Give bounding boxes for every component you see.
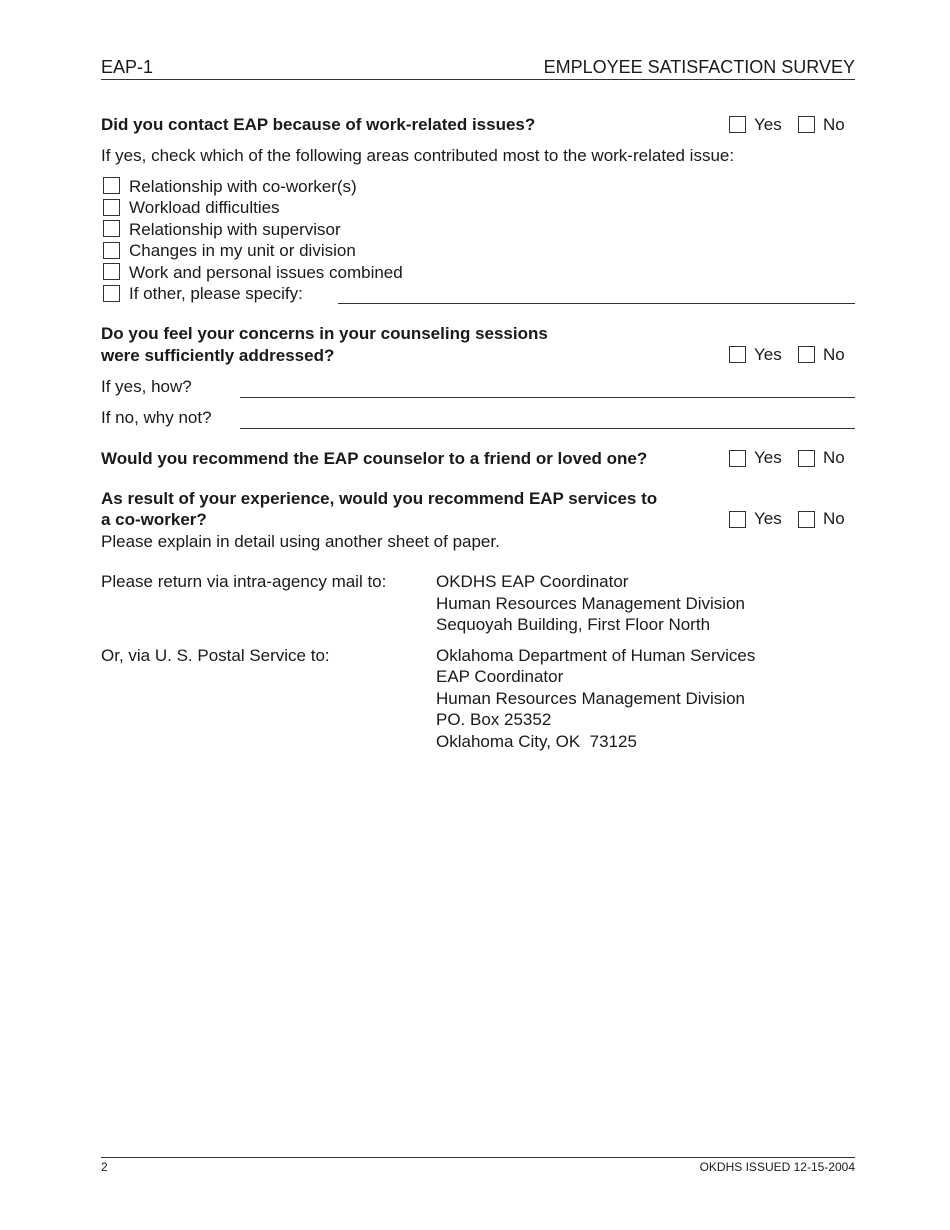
q4-question-line1: As result of your experience, would you recommend EAP services to (101, 489, 658, 508)
area-checkbox-changes[interactable] (103, 242, 120, 259)
q1-instruction: If yes, check which of the following areas contributed most to the work-related issue: (101, 146, 735, 165)
footer-divider (101, 1157, 855, 1158)
q1-no-checkbox[interactable] (798, 116, 815, 133)
q2-if-yes-line[interactable] (240, 397, 855, 398)
q2-if-yes-label: If yes, how? (101, 377, 192, 396)
postal-address-line: Oklahoma City, OK 73125 (436, 732, 637, 751)
form-title: EMPLOYEE SATISFACTION SURVEY (543, 57, 855, 77)
intra-address-line: Sequoyah Building, First Floor North (436, 615, 711, 634)
q2-if-no-line[interactable] (240, 428, 855, 429)
q4-question-line2: a co-worker? (101, 510, 207, 529)
q4-yes-label: Yes (754, 509, 782, 528)
intra-agency-label: Please return via intra-agency mail to: (101, 572, 387, 591)
q2-if-no-label: If no, why not? (101, 408, 212, 427)
area-checkbox-other[interactable] (103, 285, 120, 302)
intra-address-line: Human Resources Management Division (436, 594, 745, 613)
postal-address-line: Oklahoma Department of Human Services (436, 646, 756, 665)
header-divider (101, 79, 855, 80)
area-checkbox-supervisor[interactable] (103, 220, 120, 237)
q2-question-line2: were sufficiently addressed? (101, 346, 335, 365)
area-label-other: If other, please specify: (129, 284, 303, 303)
q4-note: Please explain in detail using another sheet of paper. (101, 532, 500, 551)
q3-no-label: No (823, 448, 845, 467)
area-checkbox-coworker[interactable] (103, 177, 120, 194)
q3-yes-checkbox[interactable] (729, 450, 746, 467)
q2-question-line1: Do you feel your concerns in your counseling sessions (101, 324, 548, 343)
issued-date: OKDHS ISSUED 12-15-2004 (699, 1160, 855, 1174)
area-label-changes: Changes in my unit or division (129, 241, 356, 260)
q2-yes-checkbox[interactable] (729, 346, 746, 363)
area-label-supervisor: Relationship with supervisor (129, 220, 341, 239)
q3-no-checkbox[interactable] (798, 450, 815, 467)
area-checkbox-combined[interactable] (103, 263, 120, 280)
area-checkbox-workload[interactable] (103, 199, 120, 216)
q4-no-label: No (823, 509, 845, 528)
q2-no-label: No (823, 345, 845, 364)
other-specify-line[interactable] (338, 303, 855, 304)
q2-no-checkbox[interactable] (798, 346, 815, 363)
postal-address-line: Human Resources Management Division (436, 689, 745, 708)
q2-yes-label: Yes (754, 345, 782, 364)
form-id: EAP-1 (101, 57, 154, 77)
q1-yes-label: Yes (754, 115, 782, 134)
page-number: 2 (101, 1160, 108, 1174)
q1-no-label: No (823, 115, 845, 134)
area-label-coworker: Relationship with co-worker(s) (129, 177, 357, 196)
q3-yes-label: Yes (754, 448, 782, 467)
q1-question: Did you contact EAP because of work-related issues? (101, 115, 536, 134)
q1-yes-checkbox[interactable] (729, 116, 746, 133)
q4-yes-checkbox[interactable] (729, 511, 746, 528)
intra-address-line: OKDHS EAP Coordinator (436, 572, 629, 591)
q4-no-checkbox[interactable] (798, 511, 815, 528)
postal-label: Or, via U. S. Postal Service to: (101, 646, 330, 665)
q3-question: Would you recommend the EAP counselor to a friend or loved one? (101, 449, 648, 468)
postal-address-line: EAP Coordinator (436, 667, 564, 686)
area-label-workload: Workload difficulties (129, 198, 280, 217)
postal-address-line: PO. Box 25352 (436, 710, 552, 729)
area-label-combined: Work and personal issues combined (129, 263, 403, 282)
